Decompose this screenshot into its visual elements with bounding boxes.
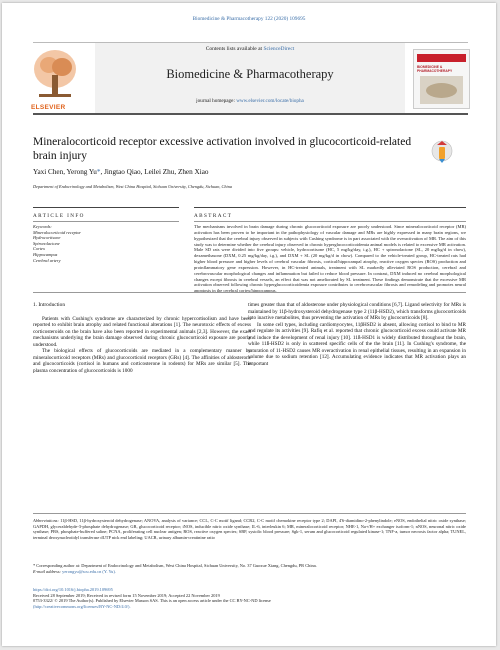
affiliation: Department of Endocrinology and Metabolism, West China Hospital, Sichuan University, Chengdu, Sichuan, China: [33, 184, 233, 189]
abbreviations-text: 11β-HSD, 11β-hydroxysteroid dehydrogenase; ANOVA, analysis of variance; CCL, C-C motif ligand; CCR2, C-C motif chemokine receptor type 2; DAPI, 4'6-diamidino-2-phenylindole; eNOS, endothelial nitric oxide synthase; GAPDH, glyceraldehyde-3-phosphate dehydrogenase; GR, glucocorticoid receptor; iNOS, inducible nitric oxide synthase; IL-6, interleukin 6; MR, mineralocorticoid receptor; NHE-1, Na+/H+ exchanger isoform-1; nNOS, neuronal nitric oxide synthase; PBS, phosphate-buffered saline; PCNA, proliferating cell nuclear antigen; ROS, reactive oxygen species; SBP, systolic blood pressure; Sgk-1, serum and glucocorticoid regulated kinase-1; TNF-a, tumor necrosis factor alpha; TUNEL, terminal deoxynucleotidyl transferase dUTP nick end labeling; UACR, urinary albumin-creatinine ratio: [33, 518, 467, 541]
keyword[interactable]: Mineralocorticoid receptor: [33, 229, 82, 235]
cover-art-detail: [426, 83, 457, 98]
copyright-line: 0753-3322/ © 2019 The Author(s). Published by Elsevier Masson SAS. This is an open access article under the CC BY-NC-ND license: [33, 598, 271, 604]
elsevier-tree-logo[interactable]: [29, 45, 81, 101]
publisher-name: ELSEVIER: [31, 104, 66, 111]
journal-cover-thumbnail[interactable]: [413, 49, 470, 109]
keywords-label: Keywords:: [33, 224, 52, 229]
body-paragraph: The biological effects of glucocorticoids are mediated in a complementary manner by mineralocorticoid receptors (MRs) and glucocorticoid receptors (GRs) [4]. The affinities of aldosterone and glucocorticoids (cortisol in humans and corticosterone in rodents) for MRs are similar [5]. The plasma concentration of glucocorticoids is 1000: [33, 348, 251, 374]
corresponding-author-mark[interactable]: *: [96, 168, 101, 176]
email-link[interactable]: yerongyu@scu.edu.cn (Y. Yu).: [62, 568, 116, 574]
received-dates: Received 28 September 2019; Received in revised form 15 November 2019; Accepted 22 November 2019: [33, 592, 220, 598]
keyword[interactable]: Hippocampus: [33, 251, 58, 257]
footnote-rule: [33, 513, 466, 514]
abstract-end-rule: [33, 292, 466, 293]
correspondence-footnote: [33, 563, 466, 574]
homepage-link[interactable]: www.elsevier.com/locate/biopha: [236, 98, 304, 104]
author-list: [33, 168, 209, 176]
article-info-heading: ARTICLE INFO: [33, 213, 85, 219]
authors-rest[interactable]: , Jingtao Qiao, Leilei Zhu, Zhen Xiao: [100, 168, 209, 176]
abstract-rule-2: [194, 221, 466, 222]
section-heading: 1. Introduction: [33, 302, 66, 308]
contents-line: [95, 46, 405, 52]
body-paragraph: In some cell types, including cardiomyocytes, 11βHSD2 is absent, allowing cortisol to bind to MR and regulate its activities [9]. Rafiq et al. reported that chronic glucocorticoid excess could activate MR and induce the development of renal injury [10]. 11ß-HSD1 is widely distributed throughout the brain, while 11ß-HSD2 is only in scattered specific cells of the the brain [11]. In Cushing's syndrome, the saturation of 11-HSD2 causes MR overactivation in renal epithelial tissues, resulting in an expansion in volume due to sodium retention [12]. Accumulating evidence indicates that MR activation plays an important: [248, 321, 466, 367]
keyword[interactable]: Cortex: [33, 246, 45, 252]
abstract-text: The mechanisms involved in brain damage during chronic glucocorticoid exposure are poorly understood. Since mineralocorticoid receptor (MR) activation has been proven to be important in the pathophysiology of vascular damage and MRs are highly expressed in many brain regions, we hypothesized that the cerebral injury observed in subjects with Cushing syndrome is in part associated with the overactivation of MR. The aim of this study was to determine whether the cerebral injury observed in chronic hyperglucocorticoidemia animal models is related to excessive MR activation. Male SD rats were divided into five groups: vehicle, hydrocortisone (HC, 5 mg/kg/day, i.g.), HC + spironolactone (SL, 20 mg/kg/d in chow), dexamethasone (DXM, 0.25 mg/kg/day, i.g.), and DXM + SL (20 mg/kg/d in chow). Compared to the vehicle-treated group, HC-treated rats had higher blood pressure and higher levels of cerebral vascular fibrosis, cortical/hippocampal atrophy, reactive oxygen species (ROS) production and proinflammatory gene expression. However, in HC-treated animals, treatment with SL markedly alleviated ROS production, cerebral and cerebrovascular morphological changes and inflammation but failed to reduce blood pressure. In contrast, DXM induced no cerebral morphological changes except fibrosis in cerebral vessels, an effect that was not ameliorated by SL treatment. These findings demonstrate that the excessive MR activation observed following chronic hyperglucocorticoidemia exposure contributes to cerebrovascular fibrosis and remodeling and promotes neural apoptosis in the cerebral cortex/hippocampus.: [194, 224, 466, 294]
journal-banner: [33, 42, 468, 115]
journal-homepage: [95, 98, 405, 104]
article-title: Mineralocorticoid receptor excessive activation involved in glucocorticoid-related brain injury: [33, 136, 412, 162]
check-for-updates-icon[interactable]: [429, 139, 455, 167]
cover-band: [417, 54, 466, 62]
contents-prefix: Contents lists available at: [205, 46, 263, 52]
abstract-rule: [194, 207, 466, 208]
cover-title: BIOMEDICINE & PHARMACOTHERAPY: [417, 65, 453, 73]
abbreviations-footnote: [33, 518, 466, 541]
article-page: [2, 3, 496, 646]
body-paragraph: Patients with Cushing's syndrome are characterized by chronic hypercortisolism and have been reported to exhibit brain atrophy and related functional alterations [1]. The neurotoxic effects of excess corticosteroids on the brain have also been reported in experimental animals [2,3]. However, the exact mechanisms underlying the brain damage observed during chronic glucocorticoid exposure are poorly understood.: [33, 315, 251, 348]
correspondence-text: * Corresponding author at: Department of Endocrinology and Metabolism, West China Hospital, Sichuan University, No. 37 Guoxue Xiang, Chengdu, PR China.: [33, 563, 317, 568]
info-rule-2: [33, 221, 179, 222]
keywords-block: [33, 224, 81, 263]
journal-citation[interactable]: Biomedicine & Pharmacotherapy 122 (2020) 109695: [192, 16, 306, 22]
banner-center: [95, 43, 405, 113]
abstract-heading: ABSTRACT: [194, 213, 233, 219]
body-column-right: [248, 302, 466, 367]
body-column-left: [33, 302, 251, 374]
keyword[interactable]: Hydrocortisone: [33, 235, 61, 241]
homepage-prefix: journal homepage:: [196, 98, 235, 104]
license-link[interactable]: (http://creativecommons.org/licenses/BY-NC-ND/4.0/).: [33, 604, 131, 610]
email-label: E-mail address:: [33, 568, 62, 574]
keyword[interactable]: Cerebral artery: [33, 257, 61, 263]
info-rule: [33, 207, 179, 208]
doi-link[interactable]: https://doi.org/10.1016/j.biopha.2019.109695: [33, 587, 113, 592]
body-paragraph: times greater than that of aldosterone under physiological conditions [6,7]. Ligand selectivity for MRs is maintained by 11β-hydroxysteroid dehydrogenase type 2 (11β-HSD2), which transforms glucocorticoids into inactive metabolites, thus preventing the activation of MRs by glucocorticoids [8].: [248, 302, 466, 321]
keyword[interactable]: Spironolactone: [33, 240, 60, 246]
abbreviations-label: Abbreviations:: [33, 518, 59, 523]
authors-first[interactable]: Yaxi Chen, Yerong Yu: [33, 168, 97, 176]
sciencedirect-link[interactable]: ScienceDirect: [263, 46, 295, 52]
journal-title: Biomedicine & Pharmacotherapy: [166, 67, 334, 81]
publication-info: [33, 587, 466, 610]
